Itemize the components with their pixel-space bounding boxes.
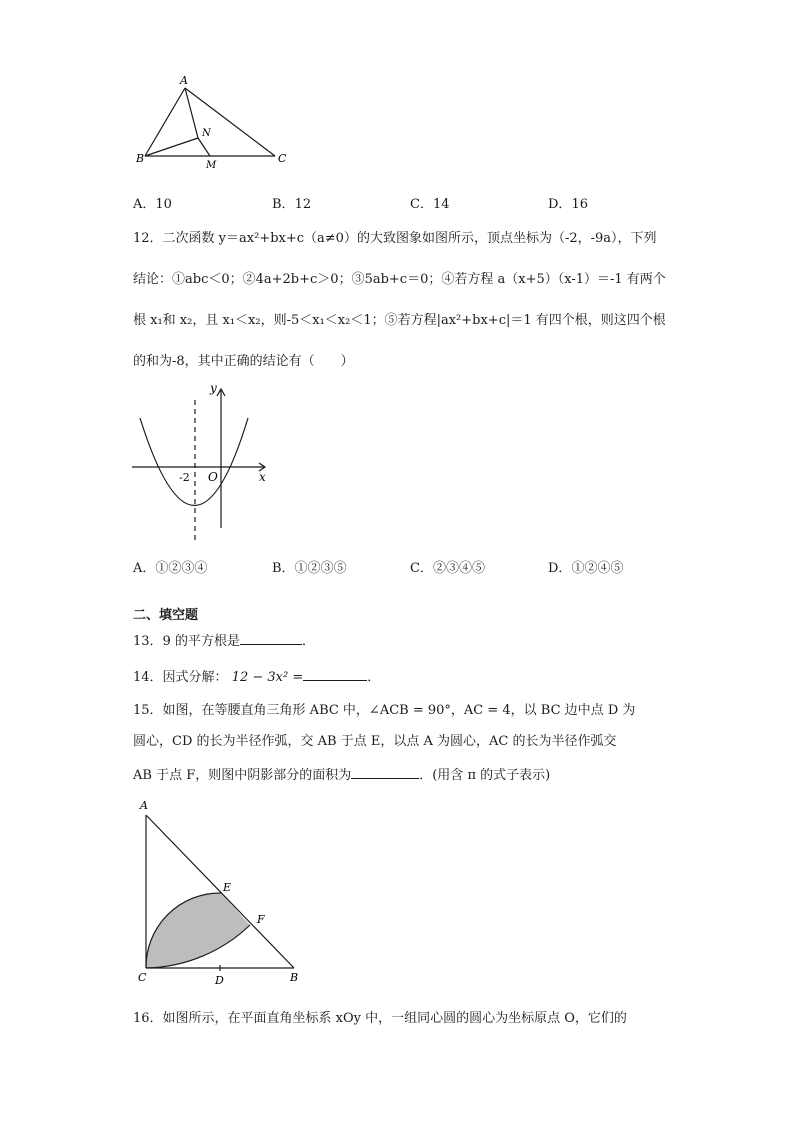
q14-answer-blank[interactable] <box>303 668 367 681</box>
parabola-curve <box>140 418 248 506</box>
section-title: 二、填空题 <box>133 608 199 623</box>
q15-line-3 <box>133 766 550 784</box>
q12-line-4: 的和为-8，其中正确的结论有（ ） <box>133 354 354 369</box>
q15-line-2: 圆心，CD 的长为半径作弧，交 AB 于点 E，以点 A 为圆心，AC 的长为半径作弧交 <box>133 734 617 749</box>
label-b: B <box>136 152 145 165</box>
label-c: C <box>138 971 147 984</box>
figure-parabola <box>128 378 273 546</box>
segment-ab <box>145 88 185 156</box>
q15-line-3-end: ．(用含 π 的式子表示) <box>419 768 551 783</box>
q15-answer-blank[interactable] <box>351 766 419 779</box>
question-13 <box>133 632 315 650</box>
q11-option-c[interactable]: C．14 <box>410 197 450 212</box>
q12-line-3: 根 x₁和 x₂，且 x₁＜x₂，则-5＜x₁＜x₂＜1；⑤若方程|ax²+bx+c|＝1 有四个根，则这四个根 <box>133 313 666 328</box>
q12-option-a[interactable]: A．①②③④ <box>133 561 208 576</box>
q12-option-c[interactable]: C．②③④⑤ <box>410 561 485 576</box>
q11-option-d[interactable]: D．16 <box>548 197 588 212</box>
shaded-region <box>146 893 250 968</box>
label-n: N <box>202 128 211 139</box>
segment-ac <box>185 88 275 156</box>
q16-line-1: 16．如图所示，在平面直角坐标系 xOy 中，一组同心圆的圆心为坐标原点 O，它们的 <box>133 1011 627 1026</box>
figure-triangle-abc-mn <box>130 70 300 175</box>
q13-text: 13．9 的平方根是 <box>133 634 240 649</box>
question-14 <box>133 668 380 686</box>
q12-line-1: 12．二次函数 y＝ax²+bx+c（a≠0）的大致图象如图所示，顶点坐标为（-2，-9a），下列 <box>133 231 657 246</box>
label-neg2: -2 <box>179 471 190 484</box>
label-f: F <box>257 913 265 926</box>
label-c: C <box>278 152 287 165</box>
q14-expression: 12 − 3x² = <box>231 670 304 685</box>
label-a: A <box>140 799 148 812</box>
label-e: E <box>223 881 232 894</box>
label-x: x <box>259 470 266 484</box>
q11-option-a[interactable]: A．10 <box>133 197 172 212</box>
figure-right-triangle-arcs <box>135 795 310 985</box>
label-y: y <box>210 381 217 395</box>
q13-answer-blank[interactable] <box>240 632 302 645</box>
q11-option-b[interactable]: B．12 <box>272 197 312 212</box>
q12-line-2: 结论：①abc＜0；②4a+2b+c＞0；③5ab+c＝0；④若方程 a（x+5）（x-1）＝-1 有两个 <box>133 272 666 287</box>
label-origin: O <box>208 470 218 484</box>
label-a: A <box>180 74 188 87</box>
label-m: M <box>206 160 217 171</box>
q15-line-3-text: AB 于点 F，则图中阴影部分的面积为 <box>133 768 352 783</box>
label-b: B <box>290 971 299 984</box>
segment-an <box>185 88 198 138</box>
segment-nm <box>198 138 210 156</box>
q15-line-1: 15．如图，在等腰直角三角形 ABC 中，∠ACB = 90°，AC = 4，以 BC 边中点 D 为 <box>133 703 636 718</box>
q12-option-b[interactable]: B．①②③⑤ <box>272 561 347 576</box>
label-d: D <box>215 974 224 985</box>
q12-option-d[interactable]: D．①②④⑤ <box>548 561 624 576</box>
q14-prefix: 14．因式分解： <box>133 670 228 685</box>
segment-bn <box>145 138 198 156</box>
q14-end: ． <box>367 670 381 685</box>
q13-end: ． <box>301 634 315 649</box>
